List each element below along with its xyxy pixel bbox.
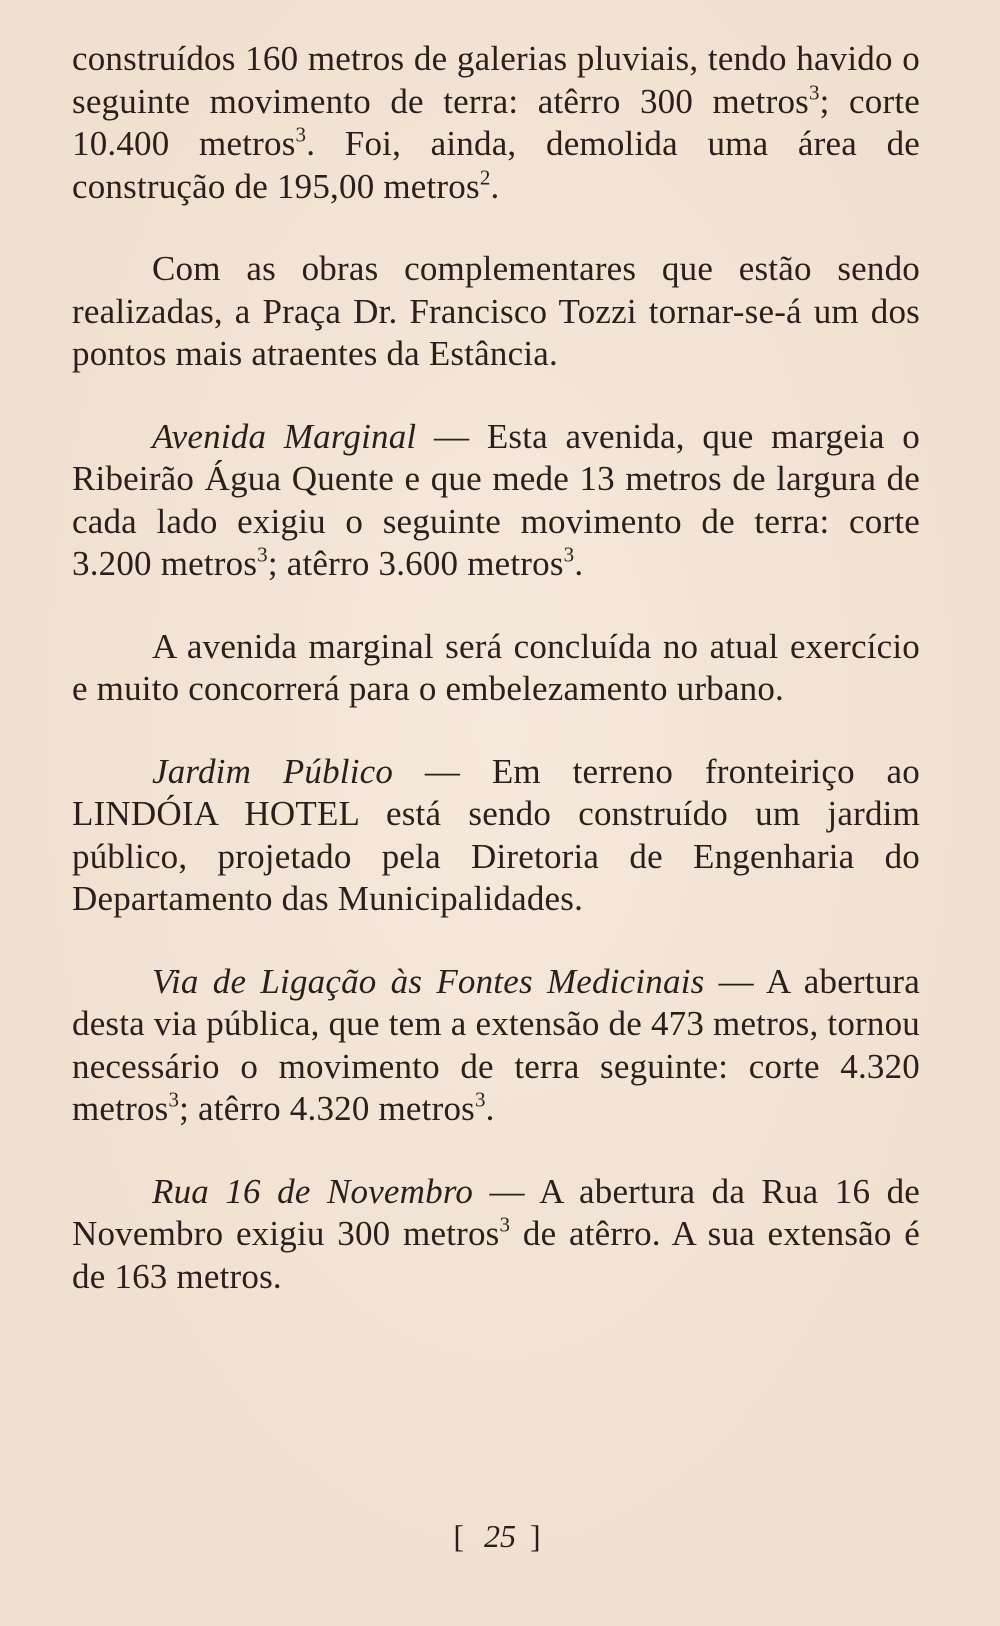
section-title: Rua 16 de Novembro	[152, 1171, 474, 1211]
paragraph-via-de-ligacao	[72, 961, 920, 1131]
paragraph-galerias-pluviais	[72, 38, 920, 208]
paragraph-text: — Esta avenida, que margeia o Ribeirão Água Quente e que mede 13 metros de largura de cada lado exigiu o seguinte movimento de terra: corte 3.200 metros	[72, 416, 920, 583]
paragraph-text: de atêrro. A sua extensão é de 163 metros.	[72, 1214, 920, 1296]
paragraph-praca-tozzi	[72, 248, 920, 376]
paragraph-text: . Foi, ainda, demolida uma área de construção de 195,00 metros	[72, 124, 921, 206]
paragraph-text: ; atêrro 3.600 metros	[267, 544, 564, 583]
paragraph-text: .	[490, 166, 500, 206]
paragraph-jardim-publico	[72, 751, 920, 921]
paragraph-avenida-conclusao	[72, 626, 920, 711]
paragraph-text: .	[574, 544, 584, 583]
section-title: Via de Ligação às Fontes Medicinais	[152, 961, 705, 1001]
page-number-close-bracket: ]	[530, 1518, 547, 1554]
page-number	[0, 1518, 1000, 1555]
section-title: Avenida Marginal	[152, 416, 417, 456]
paragraph-text: construídos 160 metros de galerias pluviais, tendo havido o seguinte movimento de terra: atêrro 300 metros	[72, 39, 920, 121]
paragraph-text: Com as obras complementares que estão sendo realizadas, a Praça Dr. Francisco Tozzi tornar-se-á um dos pontos mais atraentes da Estância.	[72, 249, 920, 373]
page-number-value: 25	[484, 1518, 516, 1554]
superscript: 2	[479, 164, 491, 189]
superscript: 3	[499, 1212, 511, 1237]
superscript: 3	[563, 542, 575, 567]
paragraph-avenida-marginal	[72, 416, 920, 586]
paragraph-text: A avenida marginal será concluída no atual exercício e muito concorrerá para o embelezamento urbano.	[72, 626, 920, 708]
superscript: 3	[295, 122, 307, 147]
paragraph-text: — A abertura da Rua 16 de Novembro exigiu 300 metros	[72, 1171, 920, 1253]
paragraph-text: — A abertura desta via pública, que tem a extensão de 473 metros, tornou necessário o movimento de terra seguinte: corte 4.320 metros	[72, 961, 920, 1128]
paragraph-text: ; corte 10.400 metros	[72, 81, 920, 163]
paragraph-rua-16-de-novembro	[72, 1171, 920, 1299]
section-title: Jardim Público	[152, 751, 394, 791]
superscript: 3	[808, 79, 820, 104]
paragraph-text: .	[485, 1089, 495, 1128]
superscript: 3	[168, 1087, 180, 1112]
superscript: 3	[474, 1087, 486, 1112]
page-body	[72, 38, 920, 1338]
paragraph-text: — Em terreno fronteiriço ao LINDÓIA HOTEL está sendo construído um jardim público, projetado pela Diretoria de Engenharia do Departamento das Municipalidades.	[72, 751, 920, 918]
page-number-open-bracket: [	[453, 1518, 470, 1554]
superscript: 3	[257, 542, 268, 567]
paragraph-text: ; atêrro 4.320 metros	[179, 1089, 475, 1128]
